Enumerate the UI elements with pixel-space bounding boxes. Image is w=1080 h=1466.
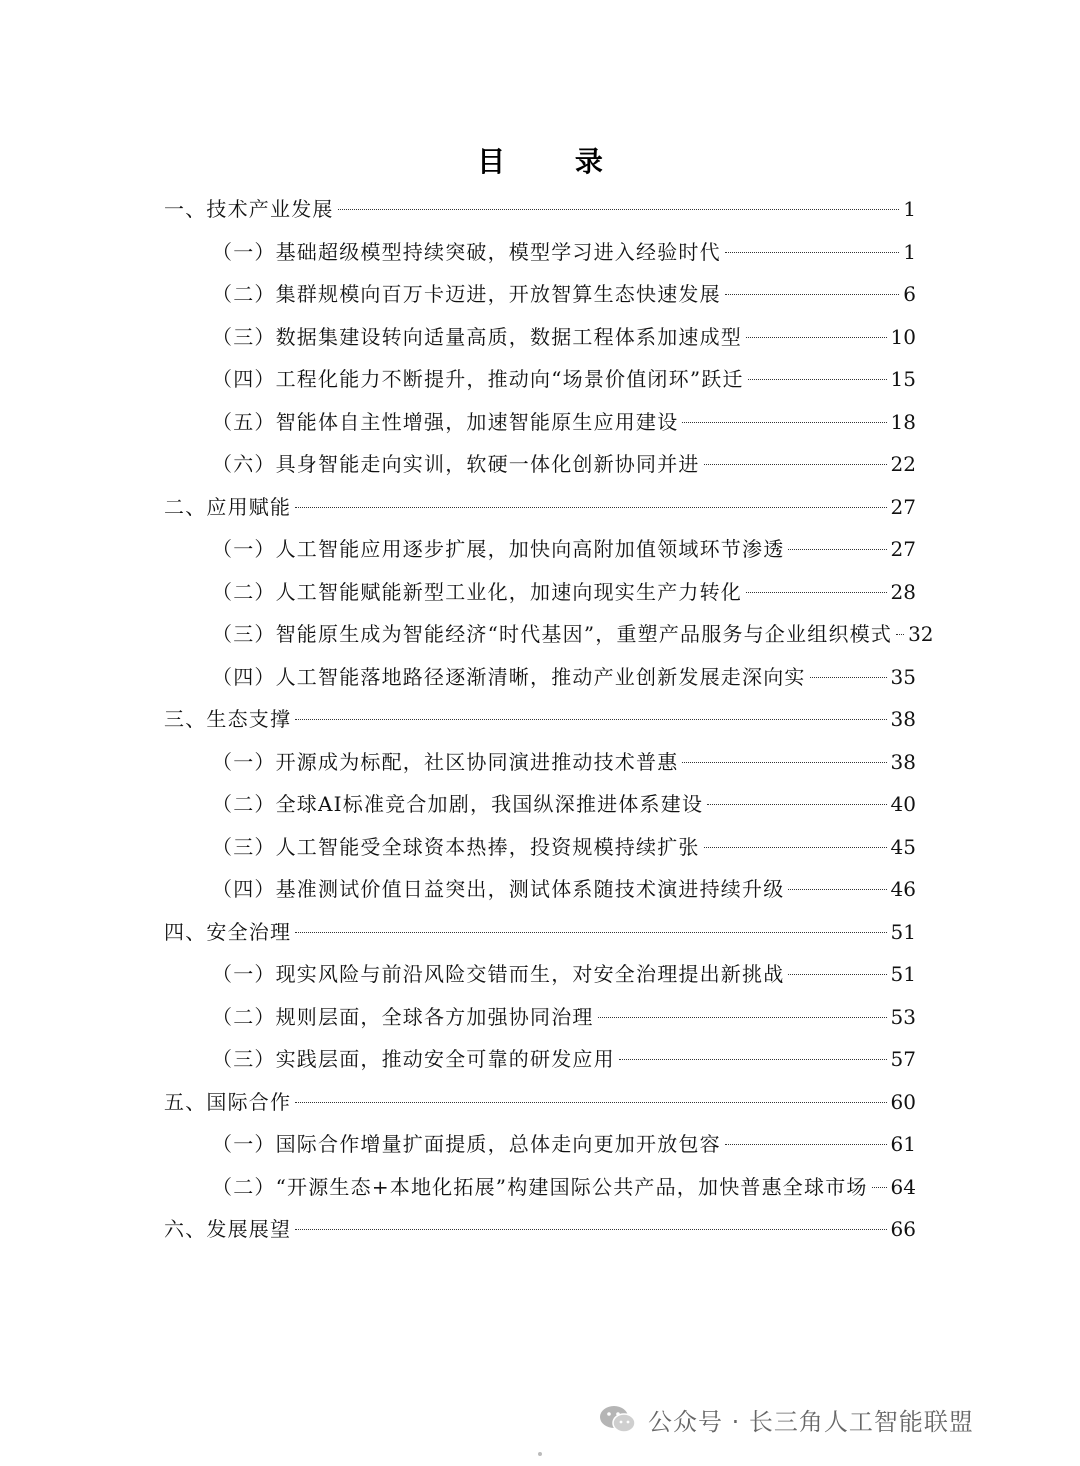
toc-page-number: 10 xyxy=(890,324,916,349)
toc-entry-title: （三）智能原生成为智能经济“时代基因”，重塑产品服务与企业组织模式 xyxy=(212,622,893,646)
toc-chapter-row[interactable] xyxy=(164,1208,916,1251)
toc-leader-dots xyxy=(748,379,887,380)
toc-chapter-row[interactable] xyxy=(164,1081,916,1124)
toc-leader-dots xyxy=(788,549,886,550)
toc-section-row[interactable] xyxy=(164,953,916,996)
toc-entry-title: （三）数据集建设转向适量高质，数据工程体系加速成型 xyxy=(212,324,742,349)
toc-page-number: 15 xyxy=(890,367,916,391)
toc-entry-title: （一）国际合作增量扩面提质，总体走向更加开放包容 xyxy=(212,1132,721,1156)
toc-page-number: 60 xyxy=(890,1089,916,1114)
toc-leader-dots xyxy=(707,804,886,805)
toc-leader-dots xyxy=(746,337,887,338)
toc-chapter-row[interactable] xyxy=(164,486,916,529)
toc-leader-dots xyxy=(725,1144,887,1145)
toc-entry-title: （一）人工智能应用逐步扩展，加快向高附加值领域环节渗透 xyxy=(212,537,785,561)
toc-entry-title: （二）集群规模向百万卡迈进，开放智算生态快速发展 xyxy=(212,282,721,306)
toc-leader-dots xyxy=(725,294,899,295)
watermark-text: 公众号 · 长三角人工智能联盟 xyxy=(648,1408,974,1436)
toc-entry-title: 三、生态支撑 xyxy=(164,707,292,731)
toc-page-number: 38 xyxy=(890,707,916,731)
toc-entry-title: （二）人工智能赋能新型工业化，加速向现实生产力转化 xyxy=(212,579,742,604)
toc-page-number: 27 xyxy=(890,494,916,519)
toc-entry-title: （三）实践层面，推动安全可靠的研发应用 xyxy=(212,1047,615,1071)
toc-leader-dots xyxy=(704,847,887,848)
toc-section-row[interactable] xyxy=(164,1038,916,1081)
toc-leader-dots xyxy=(598,1017,887,1018)
toc-entry-title: （二）“开源生态+本地化拓展”构建国际公共产品，加快普惠全球市场 xyxy=(212,1174,868,1199)
toc-section-row[interactable] xyxy=(164,783,916,826)
toc-entry-title: 五、国际合作 xyxy=(164,1089,292,1114)
toc-leader-dots xyxy=(295,507,886,508)
toc-leader-dots xyxy=(872,1187,887,1188)
toc-section-row[interactable] xyxy=(164,316,916,359)
toc-section-row[interactable] xyxy=(164,231,916,274)
toc-page-number: 57 xyxy=(890,1047,916,1071)
toc-page-number: 18 xyxy=(890,409,916,434)
toc-section-row[interactable] xyxy=(164,443,916,486)
toc-entry-title: （三）人工智能受全球资本热捧，投资规模持续扩张 xyxy=(212,834,700,859)
toc-leader-dots xyxy=(619,1059,887,1060)
toc-leader-dots xyxy=(682,762,886,763)
toc-chapter-row[interactable] xyxy=(164,911,916,954)
toc-page-number: 64 xyxy=(890,1174,916,1199)
page-indicator-dot xyxy=(538,1452,542,1456)
toc-leader-dots xyxy=(788,889,886,890)
toc-entry-title: （六）具身智能走向实训，软硬一体化创新协同并进 xyxy=(212,452,700,476)
toc-entry-title: （四）人工智能落地路径逐渐清晰，推动产业创新发展走深向实 xyxy=(212,664,806,689)
toc-page-number: 1 xyxy=(903,239,916,264)
toc-leader-dots xyxy=(704,464,887,465)
toc-leader-dots xyxy=(896,634,904,635)
toc-section-row[interactable] xyxy=(164,1166,916,1209)
toc-section-row[interactable] xyxy=(164,613,934,656)
toc-leader-dots xyxy=(295,932,886,933)
toc-section-row[interactable] xyxy=(164,868,916,911)
toc-section-row[interactable] xyxy=(164,358,916,401)
toc-section-row[interactable] xyxy=(164,741,916,784)
toc-leader-dots xyxy=(295,719,886,720)
toc-section-row[interactable] xyxy=(164,1123,916,1166)
toc-section-row[interactable] xyxy=(164,996,916,1039)
toc-entry-title: 六、发展展望 xyxy=(164,1217,292,1241)
toc-section-row[interactable] xyxy=(164,571,916,614)
toc-section-row[interactable] xyxy=(164,273,916,316)
toc-section-row[interactable] xyxy=(164,401,916,444)
toc-leader-dots xyxy=(295,1229,886,1230)
toc-page-number: 51 xyxy=(890,962,916,986)
toc-leader-dots xyxy=(295,1102,886,1103)
page-title: 目 录 xyxy=(477,145,633,178)
toc-leader-dots xyxy=(725,252,899,253)
toc-page-number: 27 xyxy=(890,537,916,561)
toc-page-number: 40 xyxy=(890,792,916,816)
wechat-icon xyxy=(598,1403,638,1437)
toc-leader-dots xyxy=(788,974,886,975)
toc-page-number: 46 xyxy=(890,877,916,901)
toc-entry-title: （一）基础超级模型持续突破，模型学习进入经验时代 xyxy=(212,239,721,264)
toc-leader-dots xyxy=(682,422,886,423)
toc-page-number: 32 xyxy=(908,622,934,646)
toc-section-row[interactable] xyxy=(164,528,916,571)
watermark xyxy=(598,1402,974,1437)
toc-entry-title: （一）开源成为标配，社区协同演进推动技术普惠 xyxy=(212,749,679,774)
table-of-contents xyxy=(164,188,934,1251)
toc-leader-dots xyxy=(746,592,887,593)
toc-entry-title: 一、技术产业发展 xyxy=(164,197,334,221)
toc-entry-title: 二、应用赋能 xyxy=(164,494,292,519)
toc-section-row[interactable] xyxy=(164,656,916,699)
toc-entry-title: （四）工程化能力不断提升，推动向“场景价值闭环”跃迁 xyxy=(212,367,744,391)
toc-chapter-row[interactable] xyxy=(164,188,916,231)
toc-page-number: 28 xyxy=(890,579,916,604)
toc-page-number: 1 xyxy=(903,197,916,221)
toc-page-number: 45 xyxy=(890,834,916,859)
toc-page-number: 53 xyxy=(890,1004,916,1029)
toc-leader-dots xyxy=(338,209,900,210)
toc-section-row[interactable] xyxy=(164,826,916,869)
toc-entry-title: （二）规则层面，全球各方加强协同治理 xyxy=(212,1004,594,1029)
toc-page-number: 61 xyxy=(890,1132,916,1156)
toc-entry-title: （五）智能体自主性增强，加速智能原生应用建设 xyxy=(212,409,679,434)
toc-page-number: 66 xyxy=(890,1217,916,1241)
toc-entry-title: （二）全球AI标准竞合加剧，我国纵深推进体系建设 xyxy=(212,792,704,816)
toc-entry-title: 四、安全治理 xyxy=(164,919,292,944)
toc-page-number: 35 xyxy=(890,664,916,689)
toc-entry-title: （四）基准测试价值日益突出，测试体系随技术演进持续升级 xyxy=(212,877,785,901)
toc-page-number: 22 xyxy=(890,452,916,476)
toc-page-number: 51 xyxy=(890,919,916,944)
toc-leader-dots xyxy=(810,677,887,678)
toc-entry-title: （一）现实风险与前沿风险交错而生，对安全治理提出新挑战 xyxy=(212,962,785,986)
toc-page-number: 38 xyxy=(890,749,916,774)
toc-page-number: 6 xyxy=(903,282,916,306)
toc-chapter-row[interactable] xyxy=(164,698,916,741)
